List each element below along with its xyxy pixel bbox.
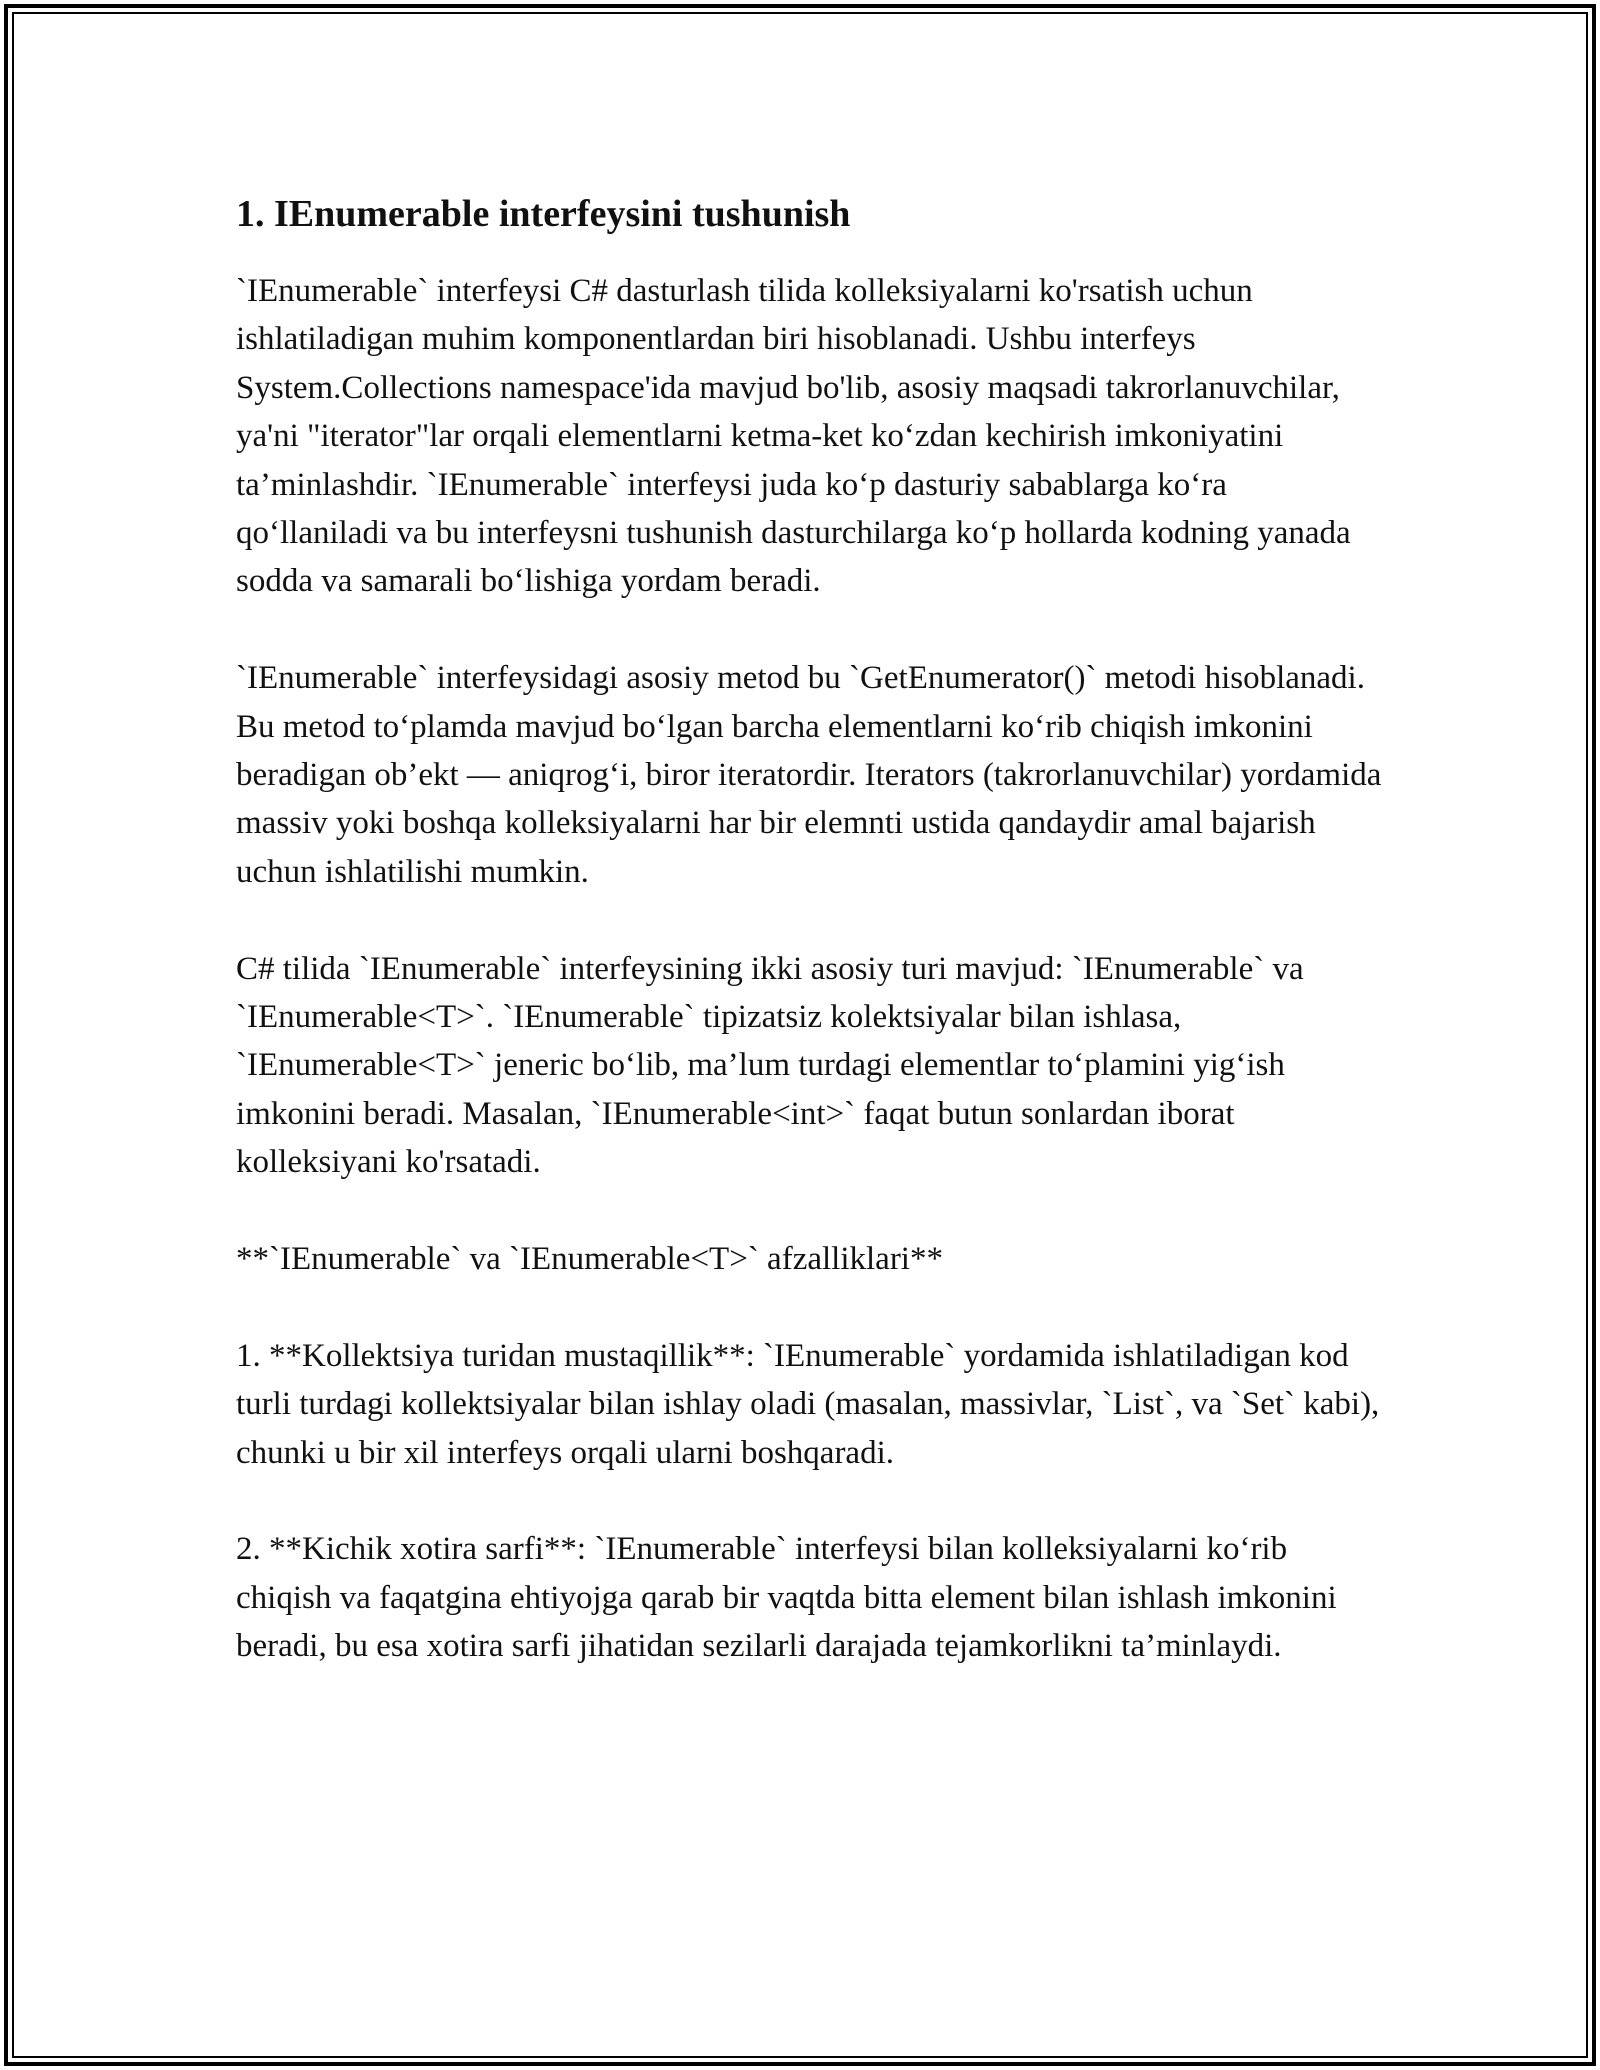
- paragraph-advantages-title: **`IEnumerable` va `IEnumerable<T>` afzalliklari**: [236, 1241, 943, 1278]
- paragraph-getenumerator: `IEnumerable` interfeysidagi asosiy metod bu `GetEnumerator()` metodi hisoblanadi. Bu metod to‘plamda mavjud bo‘lgan barcha elementlarni ko‘rib chiqish imkonini beradigan ob’ekt — aniqrog‘i, biror iteratordir. Iterators (takrorlanuvchilar) yordamida massiv yoki boshqa kolleksiyalarni har bir elemnti ustida qandaydir amal bajarish uchun ishlatilishi mumkin.: [236, 660, 1382, 890]
- paragraph-types: C# tilida `IEnumerable` interfeysining ikki asosiy turi mavjud: `IEnumerable` va `IEnumerable<T>`. `IEnumerable` tipizatsiz kolektsiyalar bilan ishlasa, `IEnumerable<T>` jeneric bo‘lib, ma’lum turdagi elementlar to‘plamini yig‘ish imkonini beradi. Masalan, `IEnumerable<int>` faqat butun sonlardan iborat kolleksiyani ko'rsatadi.: [236, 950, 1304, 1181]
- list-item-independence: 1. **Kollektsiya turidan mustaqillik**: `IEnumerable` yordamida ishlatiladigan kod turli turdagi kollektsiyalar bilan ishlay oladi (masalan, massivlar, `List`, va `Set` kabi), chunki u bir xil interfeys orqali ularni boshqaradi.: [236, 1337, 1380, 1471]
- document-body: [236, 188, 1386, 1671]
- list-item-memory: 2. **Kichik xotira sarfi**: `IEnumerable` interfeysi bilan kolleksiyalarni ko‘rib chiqish va faqatgina ehtiyojga qarab bir vaqtda bitta element bilan ishlash imkonini beradi, bu esa xotira sarfi jihatidan sezilarli darajada tejamkorlikni ta’minlaydi.: [236, 1531, 1337, 1665]
- section-heading: 1. IEnumerable interfeysini tushunish: [236, 193, 851, 235]
- paragraph-intro: `IEnumerable` interfeysi C# dasturlash tilida kolleksiyalarni ko'rsatish uchun ishlatiladigan muhim komponentlardan biri hisoblanadi. Ushbu interfeys System.Collections namespace'ida mavjud bo'lib, asosiy maqsadi takrorlanuvchilar, ya'ni "iterator"lar orqali elementlarni ketma-ket ko‘zdan kechirish imkoniyatini ta’minlashdir. `IEnumerable` interfeysi juda ko‘p dasturiy sabablarga ko‘ra qo‘llaniladi va bu interfeysni tushunish dasturchilarga ko‘p hollarda kodning yanada sodda va samarali bo‘lishiga yordam beradi.: [236, 273, 1351, 600]
